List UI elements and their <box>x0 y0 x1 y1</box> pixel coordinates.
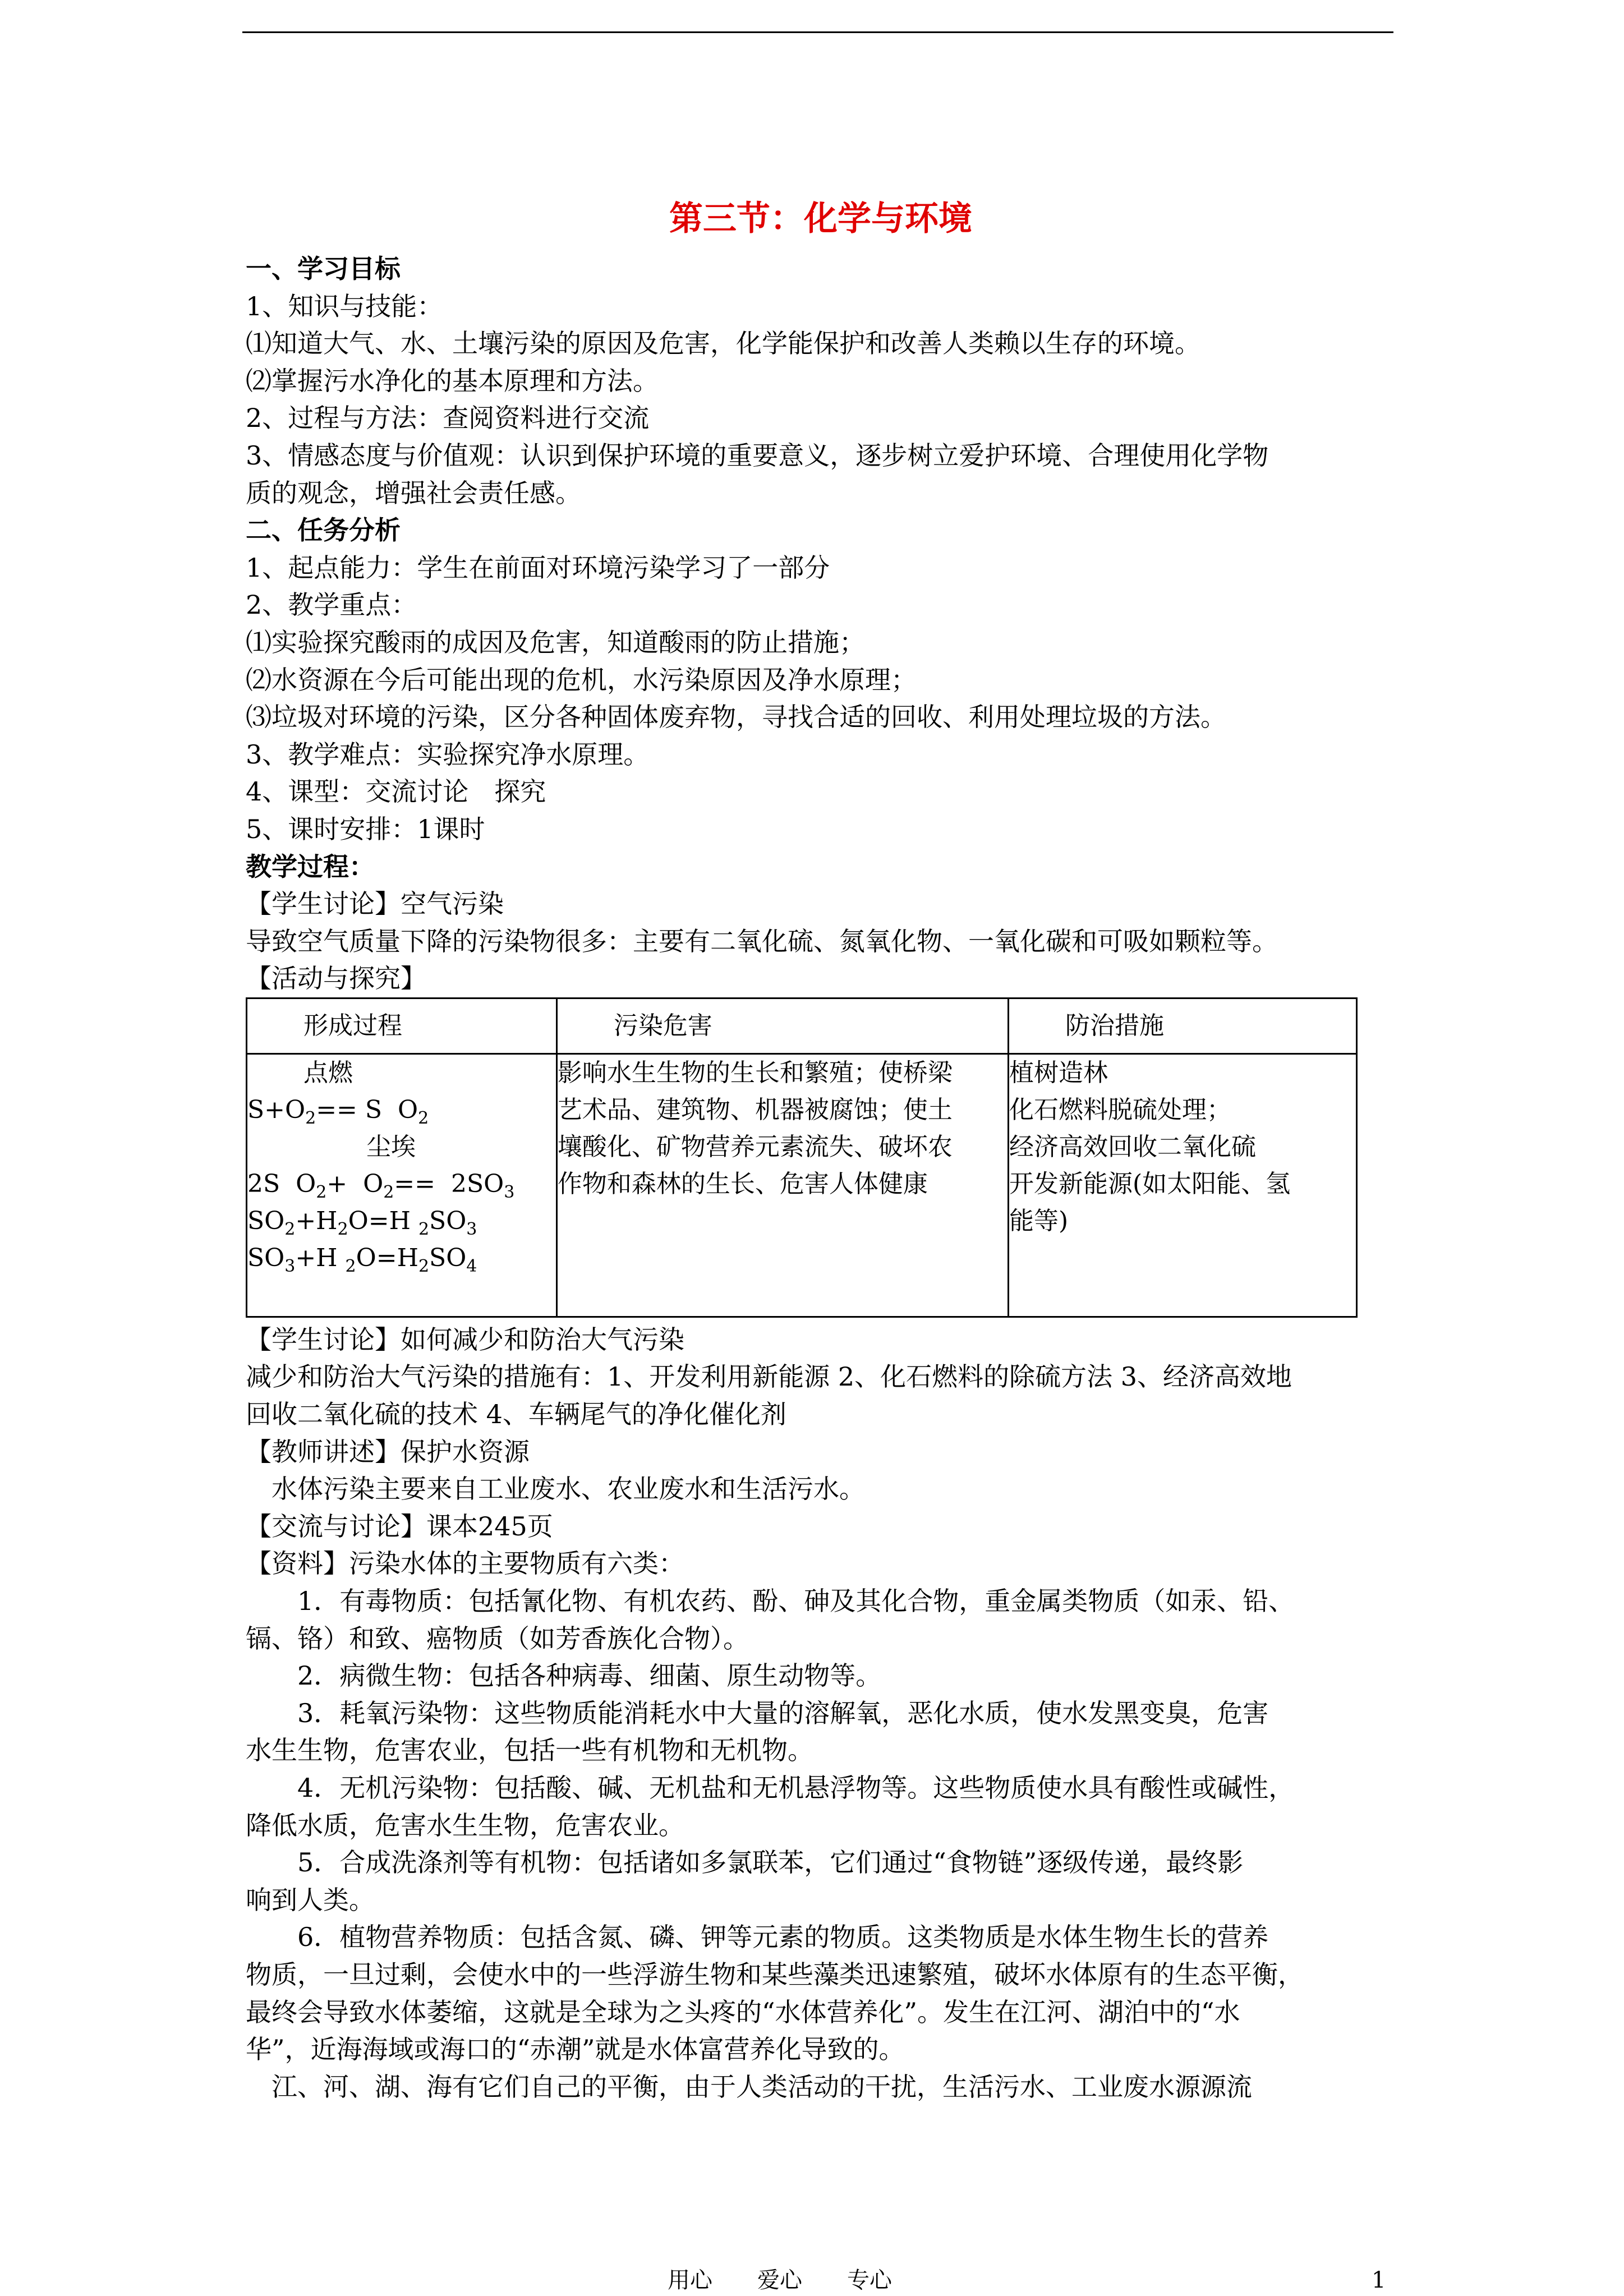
text-line: 3．耗氧污染物：这些物质能消耗水中大量的溶解氧，恶化水质，使水发黑变臭，危害 <box>297 1697 1269 1728</box>
text-line: 质的观念，增强社会责任感。 <box>246 477 581 508</box>
text-line: 2、过程与方法：查阅资料进行交流 <box>246 403 650 434</box>
text-line: 【学生讨论】空气污染 <box>246 889 504 919</box>
text-line: 【活动与探究】 <box>246 963 426 994</box>
text-line: 水生生物，危害农业，包括一些有机物和无机物。 <box>246 1735 813 1766</box>
section-heading: 一、学习目标 <box>246 254 401 284</box>
text-line: 江、河、湖、海有它们自己的平衡，由于人类活动的干扰，生活污水、工业废水源源流 <box>272 2071 1252 2102</box>
equation-2: 2S $O_2+ O_2== 2SO_3$ <box>247 1169 515 1202</box>
section-heading: 二、任务分析 <box>246 515 401 546</box>
document-page <box>246 191 1396 2105</box>
harm-line: 壤酸化、矿物营养元素流失、破坏农 <box>557 1132 953 1161</box>
table-cell-process <box>247 1053 557 1317</box>
table-row <box>247 1053 1357 1317</box>
text-line: 【教师讲述】保护水资源 <box>246 1436 530 1467</box>
text-line: 3、教学难点：实验探究净水原理。 <box>246 739 650 770</box>
text-line: 4、课型：交流讨论 探究 <box>246 776 546 807</box>
table-header-row <box>247 998 1357 1053</box>
reaction-condition-dust: 尘埃 <box>366 1132 416 1161</box>
text-line: 减少和防治大气污染的措施有：1、开发利用新能源 2、化石燃料的除硫方法 3、经济高效地 <box>246 1361 1292 1392</box>
text-line: 1、起点能力：学生在前面对环境污染学习了一部分 <box>246 552 830 583</box>
text-line: 导致空气质量下降的污染物很多：主要有二氧化硫、氮氧化物、一氧化碳和可吸如颗粒等。 <box>246 926 1278 956</box>
text-block-objectives <box>246 250 1396 997</box>
text-line: 最终会导致水体萎缩，这就是全球为之头疼的“水体营养化”。发生在江河、湖泊中的“水 <box>246 1996 1240 2027</box>
text-line: 响到人类。 <box>246 1884 375 1915</box>
text-line: 物质，一旦过剩，会使水中的一些浮游生物和某些藻类迅速繁殖，破坏水体原有的生态平衡， <box>246 1959 1304 1990</box>
measure-line: 开发新能源(如太阳能、氢 <box>1009 1169 1291 1198</box>
measure-line: 化石燃料脱硫处理； <box>1009 1095 1232 1124</box>
text-line: 5．合成洗涤剂等有机物：包括诸如多氯联苯，它们通过“食物链”逐级传递，最终影 <box>297 1847 1244 1878</box>
equation-3: $SO_2+H_2O=H$ $_2SO_3$ <box>247 1206 477 1239</box>
equation-4: $SO_3+H$ $_2O=H_2SO_4$ <box>247 1243 477 1276</box>
text-line: 水体污染主要来自工业废水、农业废水和生活污水。 <box>272 1474 865 1504</box>
text-line: 【学生讨论】如何减少和防治大气污染 <box>246 1324 684 1355</box>
text-line: 【交流与讨论】课本245页 <box>246 1511 553 1542</box>
section-heading: 教学过程： <box>246 851 375 882</box>
text-line: 5、课时安排：1课时 <box>246 813 485 844</box>
table-header-process: 形成过程 <box>247 998 557 1053</box>
text-line: 1．有毒物质：包括氰化物、有机农药、酚、砷及其化合物，重金属类物质（如汞、铅、 <box>297 1586 1295 1617</box>
table-header-measures: 防治措施 <box>1009 998 1357 1053</box>
text-line: 【资料】污染水体的主要物质有六类： <box>246 1548 684 1579</box>
text-line: ⑶垃圾对环境的污染，区分各种固体废弃物，寻找合适的回收、利用处理垃圾的方法。 <box>246 702 1226 733</box>
text-line: 2．病微生物：包括各种病毒、细菌、原生动物等。 <box>297 1660 882 1691</box>
text-line: 2、教学重点： <box>246 590 417 620</box>
text-line: ⑵水资源在今后可能出现的危机，水污染原因及净水原理； <box>246 664 917 695</box>
table-cell-measures <box>1009 1053 1357 1317</box>
text-line: 华”，近海海域或海口的“赤潮”就是水体富营养化导致的。 <box>246 2034 905 2065</box>
text-line: 回收二氧化硫的技术 4、车辆尾气的净化催化剂 <box>246 1399 786 1430</box>
text-line: 镉、铬）和致、癌物质（如芳香族化合物）。 <box>246 1623 749 1654</box>
measure-line: 能等) <box>1009 1206 1069 1235</box>
footer-motto: 用心 爱心 专心 <box>668 2267 892 2293</box>
text-line: ⑴实验探究酸雨的成因及危害，知道酸雨的防止措施； <box>246 627 865 657</box>
page-number: 1 <box>1372 2267 1386 2293</box>
text-line: 降低水质，危害水生生物，危害农业。 <box>246 1810 684 1841</box>
harm-line: 影响水生生物的生长和繁殖；使桥梁 <box>557 1058 953 1087</box>
equation-1: $S+O_2== S$ $O_2$ <box>247 1095 429 1128</box>
text-line: ⑴知道大气、水、土壤污染的原因及危害，化学能保护和改善人类赖以生存的环境。 <box>246 328 1200 359</box>
text-line: 4．无机污染物：包括酸、碱、无机盐和无机悬浮物等。这些物质使水具有酸性或碱性， <box>297 1773 1295 1803</box>
measure-line: 植树造林 <box>1009 1058 1108 1087</box>
text-block-discussion <box>246 1321 1396 2105</box>
text-line: ⑵掌握污水净化的基本原理和方法。 <box>246 365 659 396</box>
harm-line: 作物和森林的生长、危害人体健康 <box>557 1169 928 1198</box>
measure-line: 经济高效回收二氧化硫 <box>1009 1132 1257 1161</box>
table-cell-harm <box>556 1053 1008 1317</box>
table-header-harm: 污染危害 <box>556 998 1008 1053</box>
text-line: 3、情感态度与价值观：认识到保护环境的重要意义，逐步树立爱护环境、合理使用化学物 <box>246 440 1269 471</box>
text-line: 1、知识与技能： <box>246 291 443 321</box>
pollution-table <box>246 997 1358 1318</box>
text-line: 6．植物营养物质：包括含氮、磷、钾等元素的物质。这类物质是水体生物生长的营养 <box>297 1922 1269 1953</box>
page-title: 第三节：化学与环境 <box>669 199 972 238</box>
header-rule <box>242 31 1393 33</box>
harm-line: 艺术品、建筑物、机器被腐蚀；使土 <box>557 1095 953 1124</box>
reaction-condition-ignite: 点燃 <box>303 1058 353 1087</box>
